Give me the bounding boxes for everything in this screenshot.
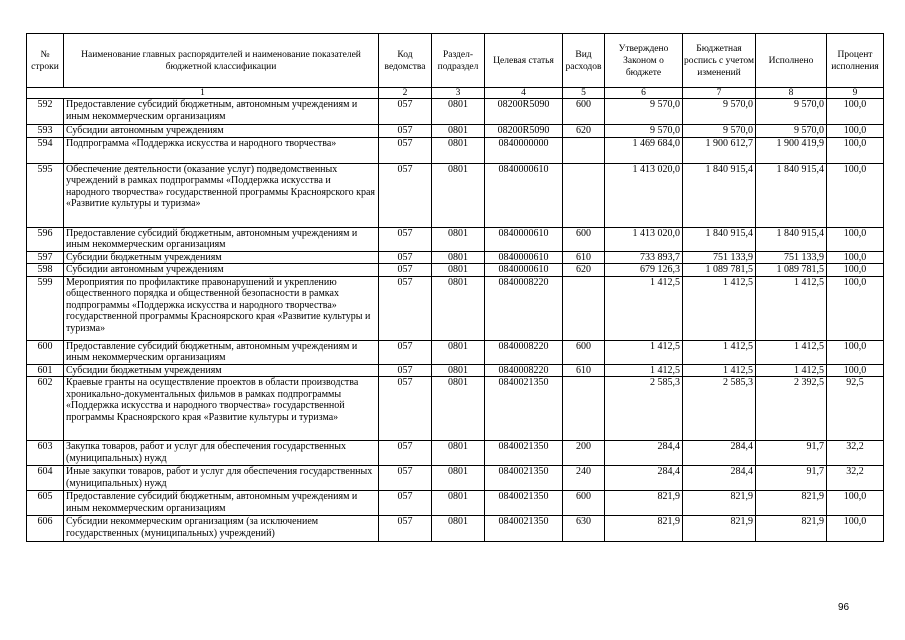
row-executed: 1 412,5	[756, 276, 827, 340]
column-number: 3	[432, 88, 485, 99]
page-number: 96	[838, 602, 850, 613]
row-section: 0801	[432, 491, 485, 516]
row-name: Предоставление субсидий бюджетным, автономным учреждениям и иным некоммерческим организациям	[64, 340, 379, 364]
table-row	[27, 264, 884, 277]
row-target-article: 0840000610	[485, 264, 563, 277]
row-budget-schedule: 9 570,0	[683, 125, 756, 138]
table-row	[27, 137, 884, 163]
row-section: 0801	[432, 441, 485, 466]
row-dept-code: 057	[379, 125, 432, 138]
row-expense-type	[563, 377, 605, 441]
row-target-article: 0840021350	[485, 516, 563, 542]
row-expense-type: 610	[563, 251, 605, 264]
header-executed: Исполнено	[756, 34, 827, 88]
row-dept-code: 057	[379, 491, 432, 516]
row-num: 601	[27, 364, 64, 377]
row-name: Субсидии автономным учреждениям	[64, 125, 379, 138]
row-approved: 1 412,5	[605, 340, 683, 364]
row-percent: 100,0	[827, 491, 884, 516]
row-dept-code: 057	[379, 99, 432, 125]
row-name: Субсидии бюджетным учреждениям	[64, 251, 379, 264]
column-number: 8	[756, 88, 827, 99]
row-percent: 100,0	[827, 251, 884, 264]
row-section: 0801	[432, 276, 485, 340]
row-budget-schedule: 284,4	[683, 466, 756, 491]
row-expense-type	[563, 163, 605, 227]
row-num: 593	[27, 125, 64, 138]
row-expense-type: 600	[563, 340, 605, 364]
header-section: Раздел-подраздел	[432, 34, 485, 88]
header-num: № строки	[27, 34, 64, 88]
table-row	[27, 227, 884, 251]
row-num: 602	[27, 377, 64, 441]
row-executed: 1 412,5	[756, 364, 827, 377]
row-approved: 2 585,3	[605, 377, 683, 441]
row-percent: 92,5	[827, 377, 884, 441]
row-executed: 9 570,0	[756, 125, 827, 138]
row-section: 0801	[432, 377, 485, 441]
row-target-article: 0840000610	[485, 251, 563, 264]
row-percent: 100,0	[827, 516, 884, 542]
row-executed: 1 900 419,9	[756, 137, 827, 163]
row-expense-type: 620	[563, 264, 605, 277]
row-section: 0801	[432, 99, 485, 125]
row-budget-schedule: 821,9	[683, 491, 756, 516]
row-target-article: 0840000000	[485, 137, 563, 163]
row-approved: 1 413 020,0	[605, 227, 683, 251]
row-expense-type: 620	[563, 125, 605, 138]
row-target-article: 0840021350	[485, 441, 563, 466]
row-section: 0801	[432, 163, 485, 227]
row-dept-code: 057	[379, 516, 432, 542]
row-num: 605	[27, 491, 64, 516]
row-executed: 821,9	[756, 516, 827, 542]
row-expense-type: 240	[563, 466, 605, 491]
row-dept-code: 057	[379, 163, 432, 227]
table-row	[27, 251, 884, 264]
row-approved: 284,4	[605, 466, 683, 491]
table-row	[27, 276, 884, 340]
row-executed: 9 570,0	[756, 99, 827, 125]
row-name: Предоставление субсидий бюджетным, автономным учреждениям и иным некоммерческим организациям	[64, 99, 379, 125]
row-budget-schedule: 1 412,5	[683, 276, 756, 340]
row-name: Субсидии некоммерческим организациям (за исключением государственных (муниципальных) учреждений)	[64, 516, 379, 542]
row-executed: 821,9	[756, 491, 827, 516]
row-name: Субсидии бюджетным учреждениям	[64, 364, 379, 377]
row-name: Подпрограмма «Поддержка искусства и народного творчества»	[64, 137, 379, 163]
table-body	[27, 99, 884, 542]
row-expense-type: 630	[563, 516, 605, 542]
budget-table	[26, 33, 884, 542]
row-section: 0801	[432, 516, 485, 542]
row-percent: 32,2	[827, 466, 884, 491]
row-executed: 1 412,5	[756, 340, 827, 364]
row-executed: 1 840 915,4	[756, 227, 827, 251]
row-approved: 821,9	[605, 516, 683, 542]
row-executed: 91,7	[756, 466, 827, 491]
row-percent: 100,0	[827, 227, 884, 251]
column-number-row	[27, 88, 884, 99]
row-expense-type: 600	[563, 99, 605, 125]
row-dept-code: 057	[379, 340, 432, 364]
column-number: 4	[485, 88, 563, 99]
column-number: 6	[605, 88, 683, 99]
row-target-article: 0840008220	[485, 364, 563, 377]
header-budget: Бюджетная роспись с учетом изменений	[683, 34, 756, 88]
row-approved: 821,9	[605, 491, 683, 516]
row-dept-code: 057	[379, 441, 432, 466]
row-percent: 32,2	[827, 441, 884, 466]
row-approved: 1 412,5	[605, 276, 683, 340]
row-approved: 733 893,7	[605, 251, 683, 264]
column-number: 9	[827, 88, 884, 99]
row-dept-code: 057	[379, 137, 432, 163]
row-target-article: 0840000610	[485, 163, 563, 227]
row-name: Мероприятия по профилактике правонарушений и укреплению общественного порядка и общественной безопасности в рамках подпрограммы «Поддержка искусства и народного творчества» государственной программы Красноярского края «Развитие культуры и туризма»	[64, 276, 379, 340]
row-num: 600	[27, 340, 64, 364]
row-num: 599	[27, 276, 64, 340]
row-dept-code: 057	[379, 251, 432, 264]
row-executed: 1 089 781,5	[756, 264, 827, 277]
row-expense-type: 200	[563, 441, 605, 466]
row-budget-schedule: 1 412,5	[683, 364, 756, 377]
row-budget-schedule: 1 412,5	[683, 340, 756, 364]
table-row	[27, 491, 884, 516]
row-percent: 100,0	[827, 99, 884, 125]
row-num: 596	[27, 227, 64, 251]
row-target-article: 08200R5090	[485, 99, 563, 125]
row-percent: 100,0	[827, 364, 884, 377]
row-budget-schedule: 284,4	[683, 441, 756, 466]
row-approved: 284,4	[605, 441, 683, 466]
row-percent: 100,0	[827, 125, 884, 138]
row-section: 0801	[432, 466, 485, 491]
row-dept-code: 057	[379, 264, 432, 277]
row-num: 594	[27, 137, 64, 163]
row-section: 0801	[432, 125, 485, 138]
row-expense-type	[563, 137, 605, 163]
row-budget-schedule: 9 570,0	[683, 99, 756, 125]
header-percent: Процент исполнения	[827, 34, 884, 88]
header-approved: Утверждено Законом о бюджете	[605, 34, 683, 88]
row-budget-schedule: 1 840 915,4	[683, 227, 756, 251]
row-name: Обеспечение деятельности (оказание услуг) подведомственных учреждений в рамках подпрограммы «Поддержка искусства и народного творчества» государственной программы Красноярского края «Развитие культуры и туризма»	[64, 163, 379, 227]
table-row	[27, 99, 884, 125]
row-num: 598	[27, 264, 64, 277]
row-target-article: 08200R5090	[485, 125, 563, 138]
row-expense-type	[563, 276, 605, 340]
row-section: 0801	[432, 137, 485, 163]
row-budget-schedule: 2 585,3	[683, 377, 756, 441]
row-dept-code: 057	[379, 466, 432, 491]
row-name: Предоставление субсидий бюджетным, автономным учреждениям и иным некоммерческим организациям	[64, 227, 379, 251]
row-executed: 751 133,9	[756, 251, 827, 264]
header-name: Наименование главных распорядителей и наименование показателей бюджетной классификации	[64, 34, 379, 88]
row-section: 0801	[432, 340, 485, 364]
column-number: 7	[683, 88, 756, 99]
table-row	[27, 125, 884, 138]
row-dept-code: 057	[379, 377, 432, 441]
row-section: 0801	[432, 364, 485, 377]
row-section: 0801	[432, 227, 485, 251]
row-num: 606	[27, 516, 64, 542]
row-budget-schedule: 1 900 612,7	[683, 137, 756, 163]
table-row	[27, 163, 884, 227]
row-expense-type: 600	[563, 491, 605, 516]
row-dept-code: 057	[379, 227, 432, 251]
row-name: Предоставление субсидий бюджетным, автономным учреждениям и иным некоммерческим организациям	[64, 491, 379, 516]
row-budget-schedule: 821,9	[683, 516, 756, 542]
row-approved: 1 469 684,0	[605, 137, 683, 163]
table-row	[27, 516, 884, 542]
row-percent: 100,0	[827, 137, 884, 163]
header-dept: Код ведомства	[379, 34, 432, 88]
row-percent: 100,0	[827, 264, 884, 277]
row-target-article: 0840021350	[485, 377, 563, 441]
header-exptype: Вид расходов	[563, 34, 605, 88]
row-approved: 9 570,0	[605, 99, 683, 125]
header-row	[27, 34, 884, 88]
row-dept-code: 057	[379, 276, 432, 340]
row-expense-type: 610	[563, 364, 605, 377]
row-section: 0801	[432, 251, 485, 264]
row-num: 592	[27, 99, 64, 125]
row-num: 595	[27, 163, 64, 227]
row-name: Иные закупки товаров, работ и услуг для обеспечения государственных (муниципальных) нужд	[64, 466, 379, 491]
row-num: 597	[27, 251, 64, 264]
table-row	[27, 441, 884, 466]
row-executed: 2 392,5	[756, 377, 827, 441]
row-percent: 100,0	[827, 276, 884, 340]
row-budget-schedule: 1 840 915,4	[683, 163, 756, 227]
row-approved: 679 126,3	[605, 264, 683, 277]
row-budget-schedule: 1 089 781,5	[683, 264, 756, 277]
column-number: 1	[27, 88, 379, 99]
table-row	[27, 364, 884, 377]
row-approved: 1 412,5	[605, 364, 683, 377]
row-approved: 9 570,0	[605, 125, 683, 138]
row-target-article: 0840021350	[485, 466, 563, 491]
row-name: Закупка товаров, работ и услуг для обеспечения государственных (муниципальных) нужд	[64, 441, 379, 466]
table-row	[27, 466, 884, 491]
header-target: Целевая статья	[485, 34, 563, 88]
table-row	[27, 377, 884, 441]
row-num: 603	[27, 441, 64, 466]
column-number: 5	[563, 88, 605, 99]
row-target-article: 0840008220	[485, 276, 563, 340]
row-dept-code: 057	[379, 364, 432, 377]
row-target-article: 0840021350	[485, 491, 563, 516]
row-section: 0801	[432, 264, 485, 277]
row-num: 604	[27, 466, 64, 491]
row-target-article: 0840008220	[485, 340, 563, 364]
row-executed: 1 840 915,4	[756, 163, 827, 227]
row-approved: 1 413 020,0	[605, 163, 683, 227]
row-target-article: 0840000610	[485, 227, 563, 251]
row-executed: 91,7	[756, 441, 827, 466]
row-name: Краевые гранты на осуществление проектов в области производства хроникально-документальных фильмов в рамках подпрограммы «Поддержка искусства и народного творчества» государственной программы Красноярского края «Развитие культуры и туризма»	[64, 377, 379, 441]
row-expense-type: 600	[563, 227, 605, 251]
row-percent: 100,0	[827, 163, 884, 227]
column-number: 2	[379, 88, 432, 99]
row-name: Субсидии автономным учреждениям	[64, 264, 379, 277]
table-row	[27, 340, 884, 364]
row-percent: 100,0	[827, 340, 884, 364]
row-budget-schedule: 751 133,9	[683, 251, 756, 264]
